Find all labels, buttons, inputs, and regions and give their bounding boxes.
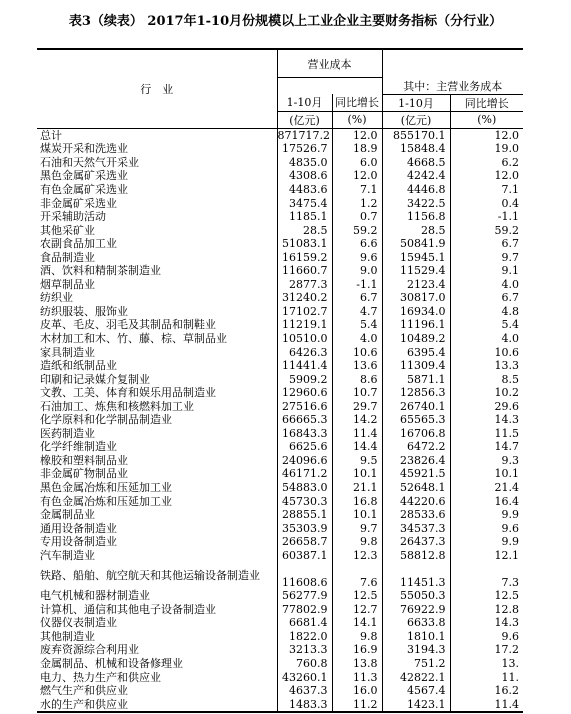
main-cost-value-cell: 11196.1 <box>382 318 450 332</box>
main-cost-value-cell: 11451.3 <box>382 562 450 589</box>
operating-cost-growth-cell: 12.0 <box>332 128 382 142</box>
operating-cost-value-cell: 4483.6 <box>289 182 328 196</box>
operating-cost-growth-cell: 9.8 <box>332 535 382 549</box>
table-row <box>37 318 523 332</box>
main-cost-growth-cell: 14.7 <box>450 440 523 454</box>
main-cost-value-cell: 15945.1 <box>382 250 450 264</box>
main-cost-growth-cell: 13. <box>450 657 523 671</box>
operating-cost-value-cell: 60387.1 <box>282 548 328 562</box>
table-row <box>37 481 523 495</box>
main-cost-value-cell: 4567.4 <box>382 684 450 698</box>
operating-cost-value-cell: 11660.7 <box>282 264 328 278</box>
table-row <box>37 142 523 156</box>
industry-name-cell: 其他制造业 <box>37 630 277 644</box>
main-cost-value-cell: 11309.4 <box>382 359 450 373</box>
table-row <box>37 237 523 251</box>
operating-cost-growth-cell: 9.6 <box>332 250 382 264</box>
table-row <box>37 413 523 427</box>
operating-cost-value-cell: 54883.0 <box>282 480 328 494</box>
table-row <box>37 332 523 346</box>
main-cost-value-cell: 6395.4 <box>382 345 450 359</box>
operating-cost-value-cell: 66665.3 <box>282 413 328 427</box>
operating-cost-growth-cell: 9.8 <box>332 630 382 644</box>
industry-name-cell: 农副食品加工业 <box>37 237 277 251</box>
header-spacer <box>277 78 382 95</box>
industry-name-cell: 计算机、通信和其他电子设备制造业 <box>37 603 277 617</box>
industry-name-cell: 化学原料和化学制品制造业 <box>37 413 277 427</box>
main-cost-growth-cell: 17.2 <box>450 643 523 657</box>
operating-cost-growth-cell: 10.7 <box>332 386 382 400</box>
main-cost-growth-cell: 4.0 <box>450 332 523 346</box>
main-cost-value-cell: 76922.9 <box>382 603 450 617</box>
operating-cost-growth-cell: 21.1 <box>332 481 382 495</box>
industry-name-cell: 有色金属矿采选业 <box>37 183 277 197</box>
main-cost-growth-cell: 4.0 <box>450 278 523 292</box>
operating-cost-growth-cell: 1.2 <box>332 196 382 210</box>
unit-header: (%) <box>450 111 523 128</box>
main-cost-growth-cell: 14.3 <box>450 413 523 427</box>
main-cost-growth-cell: 11. <box>450 670 523 684</box>
operating-cost-value-cell: 46171.2 <box>282 467 328 481</box>
industry-name-cell: 废弃资源综合利用业 <box>37 643 277 657</box>
unit-header: (亿元) <box>382 111 450 128</box>
industry-name-cell: 电气机械和器材制造业 <box>37 589 277 603</box>
main-cost-value-cell: 15848.4 <box>382 142 450 156</box>
main-cost-growth-cell: 10.6 <box>450 345 523 359</box>
table-row <box>37 196 523 210</box>
main-cost-growth-cell: 12.0 <box>450 169 523 183</box>
main-cost-value-cell: 6633.8 <box>382 616 450 630</box>
main-cost-growth-cell: 10.2 <box>450 386 523 400</box>
operating-cost-growth-cell: 16.8 <box>332 494 382 508</box>
main-cost-value-cell: 58812.8 <box>382 548 450 562</box>
main-cost-growth-cell: 8.5 <box>450 372 523 386</box>
operating-cost-growth-cell: 14.2 <box>332 413 382 427</box>
main-cost-value-cell: 1810.1 <box>382 630 450 644</box>
main-cost-value-cell: 23826.4 <box>382 454 450 468</box>
operating-cost-value-cell: 10510.0 <box>282 331 328 345</box>
operating-cost-value-cell: 5909.2 <box>289 372 328 386</box>
operating-cost-growth-cell: 11.3 <box>332 670 382 684</box>
industry-name-cell: 造纸和纸制品业 <box>37 359 277 373</box>
table-row <box>37 359 523 373</box>
operating-cost-growth-cell: 8.6 <box>332 372 382 386</box>
main-cost-growth-cell: 12.5 <box>450 589 523 603</box>
operating-cost-value-cell: 17102.7 <box>282 304 328 318</box>
table-row <box>37 291 523 305</box>
main-cost-growth-cell: 6.7 <box>450 237 523 251</box>
header-spacer <box>382 49 523 78</box>
main-cost-growth-cell: 29.6 <box>450 399 523 413</box>
main-cost-value-cell: 10489.2 <box>382 332 450 346</box>
table-row <box>37 697 523 712</box>
operating-cost-growth-cell: 6.7 <box>332 291 382 305</box>
main-cost-growth-cell: 59.2 <box>450 223 523 237</box>
industry-name-cell: 橡胶和塑料制品业 <box>37 454 277 468</box>
main-cost-growth-cell: 0.4 <box>450 196 523 210</box>
table-body <box>37 128 523 712</box>
main-cost-growth-cell: 12.8 <box>450 603 523 617</box>
industry-name-cell: 总计 <box>37 128 277 142</box>
operating-cost-value-cell: 16159.2 <box>282 250 328 264</box>
operating-cost-value-cell: 1185.1 <box>289 210 328 224</box>
industry-name-cell: 黑色金属矿采选业 <box>37 169 277 183</box>
table-row <box>37 305 523 319</box>
main-cost-value-cell: 26437.3 <box>382 535 450 549</box>
industry-name-cell: 煤炭开采和洗选业 <box>37 142 277 156</box>
operating-cost-growth-cell: 7.6 <box>332 562 382 589</box>
main-cost-growth-cell: 6.2 <box>450 156 523 170</box>
table-row <box>37 210 523 224</box>
operating-cost-value-cell: 56277.9 <box>282 589 328 603</box>
operating-cost-value-cell: 16843.3 <box>282 426 328 440</box>
operating-cost-value-cell: 11219.1 <box>282 318 328 332</box>
operating-cost-value-cell: 11441.4 <box>282 359 328 373</box>
main-cost-growth-cell: 9.9 <box>450 508 523 522</box>
main-cost-growth-cell: 19.0 <box>450 142 523 156</box>
industry-name-cell: 非金属矿物制品业 <box>37 467 277 481</box>
main-cost-value-cell: 5871.1 <box>382 372 450 386</box>
industry-name-cell: 文教、工美、体育和娱乐用品制造业 <box>37 386 277 400</box>
table-row <box>37 562 523 589</box>
operating-cost-value-cell: 4835.0 <box>289 155 328 169</box>
table-row <box>37 616 523 630</box>
operating-cost-growth-cell: 16.0 <box>332 684 382 698</box>
main-cost-value-cell: 16934.0 <box>382 305 450 319</box>
main-cost-value-cell: 28533.6 <box>382 508 450 522</box>
industry-name-cell: 酒、饮料和精制茶制造业 <box>37 264 277 278</box>
main-cost-growth-cell: 13.3 <box>450 359 523 373</box>
industry-name-cell: 通用设备制造业 <box>37 521 277 535</box>
table-row <box>37 278 523 292</box>
main-cost-value-cell: 4242.4 <box>382 169 450 183</box>
operating-cost-value-cell: 28.5 <box>303 223 328 237</box>
main-cost-value-cell: 3422.5 <box>382 196 450 210</box>
operating-cost-growth-cell: 7.1 <box>332 183 382 197</box>
industry-name-cell: 食品制造业 <box>37 250 277 264</box>
industry-name-cell: 石油和天然气开采业 <box>37 156 277 170</box>
main-cost-growth-cell: 9.1 <box>450 264 523 278</box>
operating-cost-growth-cell: 10.6 <box>332 345 382 359</box>
industry-name-cell: 铁路、船舶、航空航天和其他运输设备制造业 <box>37 562 277 589</box>
table-title: 表3（续表） 2017年1-10月份规模以上工业企业主要财务指标（分行业） <box>68 14 503 29</box>
table-row <box>37 548 523 562</box>
growth-header: 同比增长 <box>450 94 523 111</box>
main-cost-growth-cell: 7.3 <box>450 562 523 589</box>
main-cost-value-cell: 4668.5 <box>382 156 450 170</box>
operating-cost-value-cell: 4308.6 <box>289 169 328 183</box>
operating-cost-growth-cell: 13.6 <box>332 359 382 373</box>
operating-cost-growth-cell: 9.0 <box>332 264 382 278</box>
industry-name-cell: 水的生产和供应业 <box>37 697 277 712</box>
table-row <box>37 508 523 522</box>
industry-name-cell: 仪器仪表制造业 <box>37 616 277 630</box>
operating-cost-growth-cell: 18.9 <box>332 142 382 156</box>
main-cost-growth-cell: 16.2 <box>450 684 523 698</box>
industry-name-cell: 纺织服装、服饰业 <box>37 305 277 319</box>
operating-cost-value-cell: 43260.1 <box>282 670 328 684</box>
main-cost-growth-cell: 14.3 <box>450 616 523 630</box>
unit-header: (%) <box>332 111 382 128</box>
main-cost-growth-cell: 9.3 <box>450 454 523 468</box>
table-row <box>37 454 523 468</box>
main-cost-value-cell: 12856.3 <box>382 386 450 400</box>
operating-cost-value-cell: 51083.1 <box>282 237 328 251</box>
operating-cost-value-cell: 3213.3 <box>289 643 328 657</box>
table-row <box>37 643 523 657</box>
main-cost-value-cell: 34537.3 <box>382 521 450 535</box>
operating-cost-growth-cell: 14.4 <box>332 440 382 454</box>
industry-name-cell: 非金属矿采选业 <box>37 196 277 210</box>
industry-name-cell: 皮革、毛皮、羽毛及其制品和制鞋业 <box>37 318 277 332</box>
industry-name-cell: 其他采矿业 <box>37 223 277 237</box>
industry-name-cell: 医药制造业 <box>37 427 277 441</box>
operating-cost-growth-cell: 13.8 <box>332 657 382 671</box>
table-row <box>37 630 523 644</box>
operating-cost-growth-cell: 12.5 <box>332 589 382 603</box>
main-cost-value-cell: 65565.3 <box>382 413 450 427</box>
operating-cost-value-cell: 760.8 <box>296 657 328 670</box>
operating-cost-growth-cell: 12.0 <box>332 169 382 183</box>
industry-name-cell: 烟草制品业 <box>37 278 277 292</box>
operating-cost-growth-cell: 0.7 <box>332 210 382 224</box>
table-row <box>37 467 523 481</box>
table-row <box>37 128 523 142</box>
table-row <box>37 521 523 535</box>
main-cost-value-cell: 751.2 <box>382 657 450 671</box>
table-row <box>37 223 523 237</box>
main-cost-growth-cell: 12.1 <box>450 548 523 562</box>
main-business-cost-group-header: 其中：主营业务成本 <box>382 78 523 95</box>
main-cost-growth-cell: 10.1 <box>450 467 523 481</box>
main-cost-value-cell: 1156.8 <box>382 210 450 224</box>
industry-name-cell: 开采辅助活动 <box>37 210 277 224</box>
operating-cost-value-cell: 31240.2 <box>282 291 328 305</box>
main-cost-value-cell: 3194.3 <box>382 643 450 657</box>
main-cost-value-cell: 16706.8 <box>382 427 450 441</box>
industry-name-cell: 金属制品业 <box>37 508 277 522</box>
main-cost-growth-cell: 9.7 <box>450 250 523 264</box>
operating-cost-growth-cell: 10.1 <box>332 508 382 522</box>
main-cost-value-cell: 50841.9 <box>382 237 450 251</box>
operating-cost-growth-cell: 12.7 <box>332 603 382 617</box>
industry-name-cell: 木材加工和木、竹、藤、棕、草制品业 <box>37 332 277 346</box>
main-cost-growth-cell: -1.1 <box>450 210 523 224</box>
operating-cost-value-cell: 17526.7 <box>282 142 328 156</box>
industry-name-cell: 化学纤维制造业 <box>37 440 277 454</box>
period-header: 1-10月 <box>382 94 450 111</box>
growth-header: 同比增长 <box>332 94 382 111</box>
table-row <box>37 657 523 671</box>
operating-cost-growth-cell: 9.7 <box>332 521 382 535</box>
table-row <box>37 156 523 170</box>
main-cost-growth-cell: 11.5 <box>450 427 523 441</box>
operating-cost-value-cell: 26658.7 <box>282 535 328 549</box>
main-cost-value-cell: 6472.2 <box>382 440 450 454</box>
operating-cost-value-cell: 6426.3 <box>289 345 328 359</box>
main-cost-value-cell: 2123.4 <box>382 278 450 292</box>
main-cost-growth-cell: 6.7 <box>450 291 523 305</box>
period-header: 1-10月 <box>277 94 332 111</box>
table-row <box>37 250 523 264</box>
operating-cost-value-cell: 4637.3 <box>289 684 328 698</box>
main-cost-value-cell: 44220.6 <box>382 494 450 508</box>
operating-cost-value-cell: 77802.9 <box>282 602 328 616</box>
industry-name-cell: 黑色金属冶炼和压延加工业 <box>37 481 277 495</box>
industry-name-cell: 汽车制造业 <box>37 548 277 562</box>
operating-cost-growth-cell: 4.0 <box>332 332 382 346</box>
operating-cost-value-cell: 28855.1 <box>282 508 328 522</box>
operating-cost-growth-cell: 11.4 <box>332 427 382 441</box>
operating-cost-growth-cell: 12.3 <box>332 548 382 562</box>
operating-cost-growth-cell: 14.1 <box>332 616 382 630</box>
table-row <box>37 670 523 684</box>
main-cost-value-cell: 42822.1 <box>382 670 450 684</box>
main-cost-value-cell: 4446.8 <box>382 183 450 197</box>
operating-cost-growth-cell: -1.1 <box>332 278 382 292</box>
main-cost-value-cell: 28.5 <box>382 223 450 237</box>
table-row <box>37 535 523 549</box>
main-cost-value-cell: 30817.0 <box>382 291 450 305</box>
operating-cost-value-cell: 6625.6 <box>289 440 328 454</box>
main-cost-value-cell: 26740.1 <box>382 399 450 413</box>
operating-cost-growth-cell: 16.9 <box>332 643 382 657</box>
industry-name-cell: 石油加工、炼焦和核燃料加工业 <box>37 399 277 413</box>
operating-cost-growth-cell: 29.7 <box>332 399 382 413</box>
table-row <box>37 494 523 508</box>
main-cost-growth-cell: 16.4 <box>450 494 523 508</box>
operating-cost-growth-cell: 10.1 <box>332 467 382 481</box>
operating-cost-value-cell: 12960.6 <box>282 386 328 400</box>
industry-name-cell: 燃气生产和供应业 <box>37 684 277 698</box>
operating-cost-group-header: 营业成本 <box>277 49 382 78</box>
main-cost-value-cell: 55050.3 <box>382 589 450 603</box>
main-cost-growth-cell: 9.6 <box>450 630 523 644</box>
operating-cost-growth-cell: 5.4 <box>332 318 382 332</box>
operating-cost-growth-cell: 11.2 <box>332 697 382 712</box>
table-row <box>37 345 523 359</box>
operating-cost-growth-cell: 6.6 <box>332 237 382 251</box>
main-cost-value-cell: 52648.1 <box>382 481 450 495</box>
industry-name-cell: 电力、热力生产和供应业 <box>37 670 277 684</box>
industry-column-header: 行 业 <box>37 49 277 128</box>
operating-cost-value-cell: 871717.2 <box>277 128 330 142</box>
main-cost-growth-cell: 12.0 <box>450 128 523 142</box>
main-cost-growth-cell: 7.1 <box>450 183 523 197</box>
unit-header: (亿元) <box>277 111 332 128</box>
main-cost-growth-cell: 4.8 <box>450 305 523 319</box>
main-cost-value-cell: 11529.4 <box>382 264 450 278</box>
industry-name-cell: 金属制品、机械和设备修理业 <box>37 657 277 671</box>
table-row <box>37 264 523 278</box>
operating-cost-value-cell: 35303.9 <box>282 521 328 535</box>
main-cost-growth-cell: 21.4 <box>450 481 523 495</box>
operating-cost-growth-cell: 6.0 <box>332 156 382 170</box>
table-row <box>37 603 523 617</box>
operating-cost-value-cell: 27516.6 <box>282 399 328 413</box>
industry-name-cell: 纺织业 <box>37 291 277 305</box>
operating-cost-value-cell: 45730.3 <box>282 494 328 508</box>
operating-cost-growth-cell: 59.2 <box>332 223 382 237</box>
operating-cost-growth-cell: 9.5 <box>332 454 382 468</box>
table-row <box>37 372 523 386</box>
operating-cost-value-cell: 24096.6 <box>282 453 328 467</box>
operating-cost-value-cell: 3475.4 <box>289 196 328 210</box>
main-cost-value-cell: 855170.1 <box>382 128 450 142</box>
table-row <box>37 427 523 441</box>
industry-name-cell: 印刷和记录媒介复制业 <box>37 372 277 386</box>
table-row <box>37 589 523 603</box>
main-cost-growth-cell: 5.4 <box>450 318 523 332</box>
operating-cost-growth-cell: 4.7 <box>332 305 382 319</box>
operating-cost-value-cell: 2877.3 <box>289 277 328 291</box>
industry-name-cell: 有色金属冶炼和压延加工业 <box>37 494 277 508</box>
financial-indicators-table <box>37 48 523 713</box>
main-cost-growth-cell: 9.6 <box>450 521 523 535</box>
main-cost-growth-cell: 11.4 <box>450 697 523 712</box>
operating-cost-value-cell: 1483.3 <box>277 697 332 712</box>
operating-cost-value-cell: 6681.4 <box>289 616 328 630</box>
main-cost-value-cell: 1423.1 <box>382 697 450 712</box>
main-cost-growth-cell: 9.9 <box>450 535 523 549</box>
industry-name-cell: 专用设备制造业 <box>37 535 277 549</box>
table-row <box>37 684 523 698</box>
table-row <box>37 169 523 183</box>
table-row <box>37 440 523 454</box>
industry-name-cell: 家具制造业 <box>37 345 277 359</box>
table-row <box>37 183 523 197</box>
operating-cost-value-cell: 11608.6 <box>282 576 328 589</box>
table-row <box>37 386 523 400</box>
operating-cost-value-cell: 1822.0 <box>289 629 328 643</box>
table-row <box>37 399 523 413</box>
main-cost-value-cell: 45921.5 <box>382 467 450 481</box>
